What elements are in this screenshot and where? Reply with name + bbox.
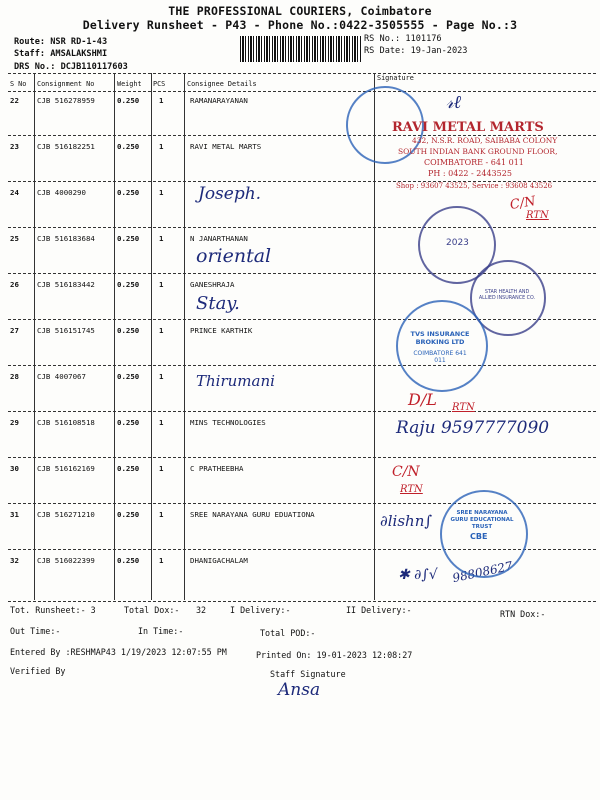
row-sno: 22	[10, 96, 19, 105]
ii-delivery: II Delivery:-	[346, 605, 412, 615]
row-pcs: 1	[159, 188, 164, 197]
verified-by: Verified By	[10, 666, 66, 676]
drs-number: DRS No.: DCJB110117603	[14, 62, 128, 72]
tvs-seal-text: TVS INSURANCE BROKING LTD	[410, 330, 470, 346]
col-consignee: Consignee Details	[187, 80, 257, 88]
col-weight: Weight	[117, 80, 142, 88]
col-pcs: PCS	[153, 80, 166, 88]
ravi-stamp-address1: 432, N.S.R. ROAD, SAIBABA COLONY	[412, 136, 558, 145]
row-sno: 23	[10, 142, 19, 151]
star-health-text: STAR HEALTH AND ALLIED INSURANCE CO.	[478, 290, 536, 301]
handwriting-sign-22: 𝓇ℓ	[446, 92, 462, 113]
entered-by: Entered By :RESHMAP43 1/19/2023 12:07:55 PM	[10, 647, 227, 657]
handwriting-squiggle-32: ✱ ∂∫√	[398, 567, 438, 583]
handwriting-stay: Stay.	[196, 293, 240, 314]
row-consignment-no: CJB 516271210	[37, 510, 95, 519]
rtn-mark-23: RTN	[526, 210, 549, 221]
staff: Staff: AMSALAKSHMI	[14, 49, 108, 59]
runsheet-subtitle: Delivery Runsheet - P43 - Phone No.:0422-3505555 - Page No.:3	[82, 18, 518, 32]
total-pod: Total POD:-	[260, 628, 316, 638]
row-pcs: 1	[159, 418, 164, 427]
row-separator	[8, 227, 596, 228]
sng-seal-city: CBE	[470, 532, 488, 541]
row-weight: 0.250	[117, 142, 140, 151]
footer-line	[8, 601, 596, 602]
ravi-stamp-address2: SOUTH INDIAN BANK GROUND FLOOR,	[398, 147, 558, 156]
ravi-stamp-name: RAVI METAL MARTS	[392, 120, 544, 135]
row-consignee: RAMANARAYANAN	[190, 96, 248, 105]
rtn-mark-28: RTN	[452, 402, 475, 413]
handwriting-squiggle-31: ∂lishn∫	[380, 512, 433, 530]
col-consignment: Consignment No	[37, 80, 95, 88]
row-consignment-no: CJB 516278959	[37, 96, 95, 105]
col-signature: Signature	[377, 74, 414, 82]
row-separator	[8, 365, 596, 366]
row-pcs: 1	[159, 510, 164, 519]
row-consignment-no: CJB 516151745	[37, 326, 95, 335]
row-pcs: 1	[159, 96, 164, 105]
ravi-stamp-address3: COIMBATORE - 641 011	[424, 158, 524, 167]
rs-number: RS No.: 1101176	[364, 34, 442, 44]
row-pcs: 1	[159, 280, 164, 289]
cn-mark-23: C/N	[508, 193, 537, 214]
handwriting-oriental: oriental	[196, 245, 272, 267]
row-weight: 0.250	[117, 326, 140, 335]
row-weight: 0.250	[117, 188, 140, 197]
handwriting-joseph: Joseph.	[198, 184, 262, 204]
row-sno: 29	[10, 418, 19, 427]
row-consignment-no: CJB 516183684	[37, 234, 95, 243]
row-consignment-no: CJB 516183442	[37, 280, 95, 289]
row-weight: 0.250	[117, 280, 140, 289]
row-weight: 0.250	[117, 510, 140, 519]
row-consignee: C PRATHEEBHA	[190, 464, 244, 473]
row-consignment-no: CJB 4000290	[37, 188, 86, 197]
company-title: THE PROFESSIONAL COURIERS, Coimbatore	[168, 4, 432, 18]
staff-signature-handwriting: Ansa	[278, 680, 321, 700]
table-top-line	[8, 73, 596, 74]
star-seal-year: 2023	[446, 238, 469, 248]
route: Route: NSR RD-1-43	[14, 37, 108, 47]
rs-date: RS Date: 19-Jan-2023	[364, 46, 468, 56]
row-sno: 31	[10, 510, 19, 519]
row-sno: 26	[10, 280, 19, 289]
col-sno: S No	[10, 80, 27, 88]
row-pcs: 1	[159, 234, 164, 243]
row-sno: 27	[10, 326, 19, 335]
row-consignee: N JANARTHANAN	[190, 234, 248, 243]
tot-runsheet: Tot. Runsheet:- 3	[10, 605, 96, 615]
ravi-stamp-phone: PH : 0422 - 2443525	[428, 169, 512, 178]
handwriting-phone: 98808627	[451, 558, 514, 586]
row-sno: 25	[10, 234, 19, 243]
row-consignee: GANESHRAJA	[190, 280, 235, 289]
row-consignment-no: CJB 516108518	[37, 418, 95, 427]
row-consignee: DHANIGACHALAM	[190, 556, 248, 565]
ravi-stamp-shop: Shop : 93607 43525, Service : 93608 43526	[396, 182, 553, 190]
col-divider	[184, 73, 185, 600]
row-weight: 0.250	[117, 372, 140, 381]
row-consignee: PRINCE KARTHIK	[190, 326, 253, 335]
row-sno: 30	[10, 464, 19, 473]
printed-on: Printed On: 19-01-2023 12:08:27	[256, 650, 413, 660]
total-dox-label: Total Dox:-	[124, 605, 180, 615]
out-time: Out Time:-	[10, 626, 61, 636]
row-consignee: SREE NARAYANA GURU EDUATIONA	[190, 510, 315, 519]
row-weight: 0.250	[117, 96, 140, 105]
row-weight: 0.250	[117, 556, 140, 565]
row-sno: 28	[10, 372, 19, 381]
row-consignment-no: CJB 516162169	[37, 464, 95, 473]
row-separator	[8, 457, 596, 458]
in-time: In Time:-	[138, 626, 184, 636]
col-divider	[114, 73, 115, 600]
row-consignment-no: CJB 516022399	[37, 556, 95, 565]
row-weight: 0.250	[117, 234, 140, 243]
total-dox-value: 32	[196, 605, 207, 615]
cn-mark-30: C/N	[392, 464, 420, 480]
barcode	[240, 36, 362, 62]
row-weight: 0.250	[117, 418, 140, 427]
dl-mark-28: D/L	[408, 390, 437, 409]
row-consignment-no: CJB 4007067	[37, 372, 86, 381]
row-weight: 0.250	[117, 464, 140, 473]
row-pcs: 1	[159, 142, 164, 151]
row-pcs: 1	[159, 556, 164, 565]
row-pcs: 1	[159, 464, 164, 473]
row-pcs: 1	[159, 326, 164, 335]
row-sno: 32	[10, 556, 19, 565]
rtn-mark-30: RTN	[400, 484, 423, 495]
row-consignment-no: CJB 516182251	[37, 142, 95, 151]
col-divider	[151, 73, 152, 600]
rtn-dox: RTN Dox:-	[500, 609, 546, 619]
row-pcs: 1	[159, 372, 164, 381]
row-sno: 24	[10, 188, 19, 197]
header-bottom-line	[8, 91, 596, 92]
handwriting-raju: Raju 9597777090	[396, 418, 550, 438]
i-delivery: I Delivery:-	[230, 605, 291, 615]
row-consignee: RAVI METAL MARTS	[190, 142, 262, 151]
handwriting-thirumani: Thirumani	[196, 372, 275, 390]
row-separator	[8, 411, 596, 412]
tvs-seal-city: COIMBATORE 641 011	[413, 350, 467, 364]
row-consignee: MINS TECHNOLOGIES	[190, 418, 266, 427]
tvs-round-seal	[396, 300, 488, 392]
col-divider	[34, 73, 35, 600]
staff-signature-label: Staff Signature	[270, 669, 346, 679]
sng-seal-text: SREE NARAYANA GURU EDUCATIONAL TRUST	[450, 510, 514, 530]
